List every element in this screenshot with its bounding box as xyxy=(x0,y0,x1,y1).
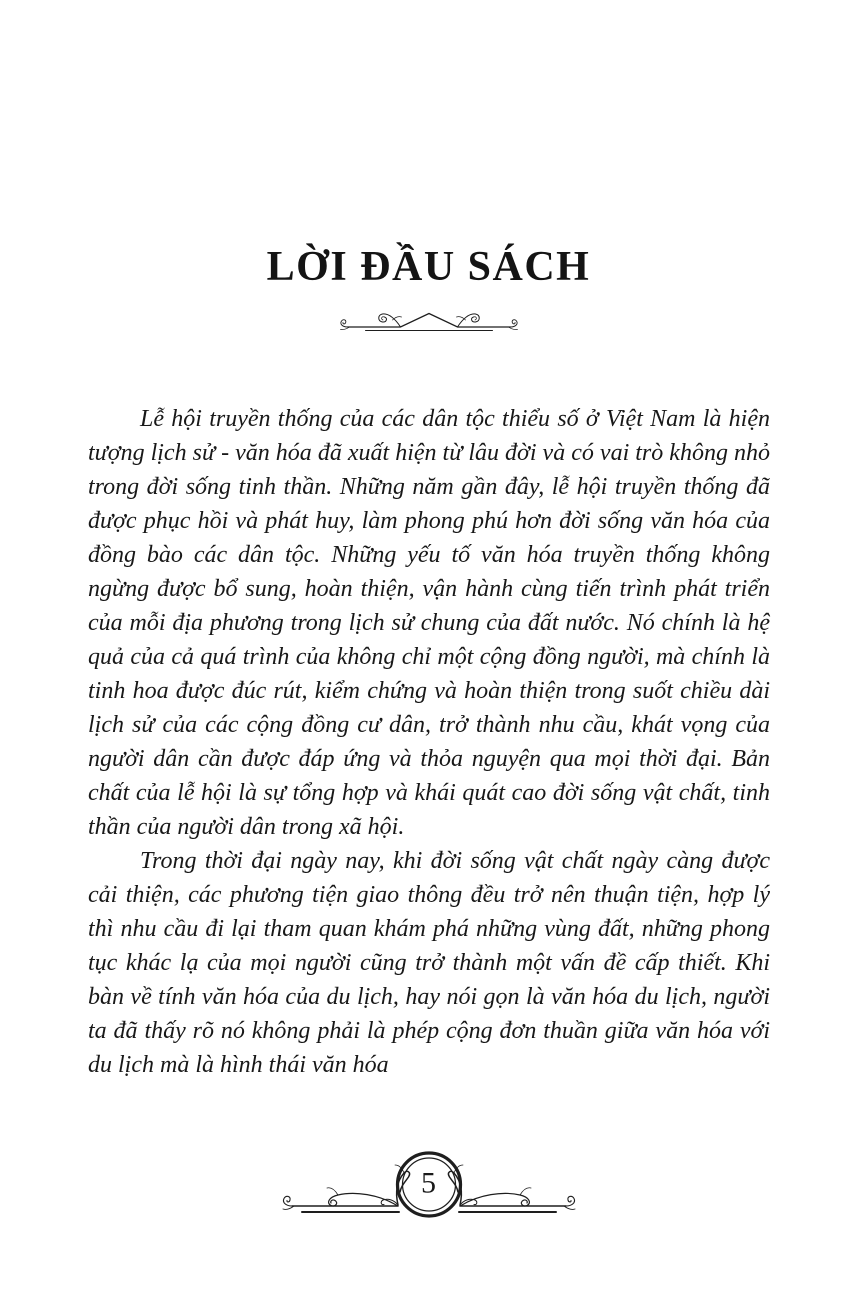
paragraph: Lễ hội truyền thống của các dân tộc thiểu số ở Việt Nam là hiện tượng lịch sử - văn hóa đã xuất hiện từ lâu đời và có vai trò không nhỏ trong đời sống tinh thần. Những năm gần đây, lễ hội truyền thống đã được phục hồi và phát huy, làm phong phú hơn đời sống văn hóa của đồng bào các dân tộc. Những yếu tố văn hóa truyền thống không ngừng được bổ sung, hoàn thiện, vận hành cùng tiến trình phát triển của mỗi địa phương trong lịch sử chung của đất nước. Nó chính là hệ quả của cả quá trình của không chỉ một cộng đồng người, mà chính là tinh hoa được đúc rút, kiểm chứng và hoàn thiện trong suốt chiều dài lịch sử của các cộng đồng cư dân, trở thành nhu cầu, khát vọng của người dân cần được đáp ứng và thỏa nguyện qua mọi thời đại. Bản chất của lễ hội là sự tổng hợp và khái quát cao đời sống vật chất, tinh thần của người dân trong xã hội. xyxy=(88,406,770,840)
footer-page-number-cartouche xyxy=(279,1136,579,1241)
title-flourish-divider-icon xyxy=(336,303,521,337)
page-number: 5 xyxy=(421,1166,436,1200)
preface-body xyxy=(88,402,770,1082)
page-title: LỜI ĐẦU SÁCH xyxy=(266,244,591,290)
paragraph: Trong thời đại ngày nay, khi đời sống vật chất ngày càng được cải thiện, các phương tiện giao thông đều trở nên thuận tiện, hợp lý thì nhu cầu đi lại tham quan khám phá những vùng đất, những phong tục khác lạ của mọi người cũng trở thành một vấn đề cấp thiết. Khi bàn về tính văn hóa của du lịch, hay nói gọn là văn hóa du lịch, người ta đã thấy rõ nó không phải là phép cộng đơn thuần giữa văn hóa với du lịch mà là hình thái văn hóa xyxy=(88,848,770,1078)
